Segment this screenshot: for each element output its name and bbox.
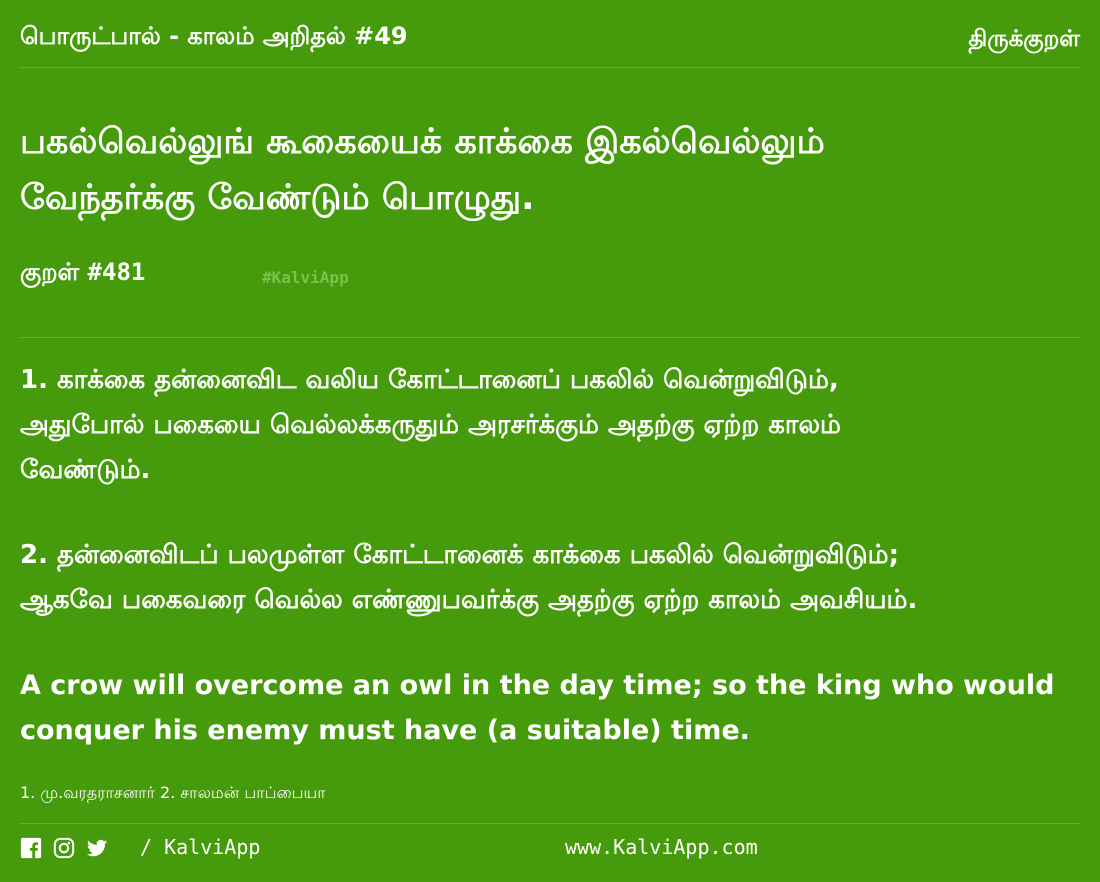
kural-verse	[20, 114, 1080, 226]
meaning-2	[20, 533, 1080, 623]
meaning-english	[20, 663, 1080, 753]
divider	[20, 823, 1080, 824]
meaning-line: வேண்டும்.	[20, 455, 151, 485]
facebook-icon[interactable]	[20, 837, 42, 859]
kural-number-value: #481	[87, 258, 146, 286]
kural-line: வேந்தர்க்கு வேண்டும் பொழுது.	[20, 178, 535, 218]
meaning-line: ஆகவே பகைவரை வெல்ல எண்ணுபவர்க்கு அதற்கு ஏற்ற காலம் அவசியம்.	[20, 585, 918, 615]
divider	[20, 67, 1080, 68]
twitter-icon[interactable]	[86, 837, 108, 859]
kural-number-prefix: குறள்	[20, 258, 80, 286]
brand-title[interactable]: திருக்குறள்	[968, 26, 1080, 52]
social-handle[interactable]: / KalviApp	[140, 835, 261, 859]
kural-number	[20, 258, 145, 289]
instagram-icon[interactable]	[53, 837, 75, 859]
watermark-hashtag: #KalviApp	[262, 268, 349, 287]
divider	[20, 337, 1080, 338]
meaning-line: 1. காக்கை தன்னைவிட வலிய கோட்டானைப் பகலில் வென்றுவிடும்,	[20, 365, 839, 395]
meaning-line: A crow will overcome an owl in the day time; so the king who would	[20, 670, 1055, 701]
kural-line: பகல்வெல்லுங் கூகையைக் காக்கை இகல்வெல்லும்	[20, 122, 825, 162]
meaning-line: conquer his enemy must have (a suitable) time.	[20, 715, 750, 746]
header	[20, 22, 1080, 62]
authors: 1. மு.வரதராசனார் 2. சாலமன் பாப்பையா	[20, 783, 326, 802]
meaning-line: அதுபோல் பகையை வெல்லக்கருதும் அரசர்க்கும் அதற்கு ஏற்ற காலம்	[20, 410, 841, 440]
meaning-line: 2. தன்னைவிடப் பலமுள்ள கோட்டானைக் காக்கை பகலில் வென்றுவிடும்;	[20, 540, 899, 570]
website-link[interactable]: www.KalviApp.com	[565, 835, 758, 859]
page-title: பொருட்பால் - காலம் அறிதல் #49	[20, 22, 408, 50]
meaning-1	[20, 358, 1080, 493]
